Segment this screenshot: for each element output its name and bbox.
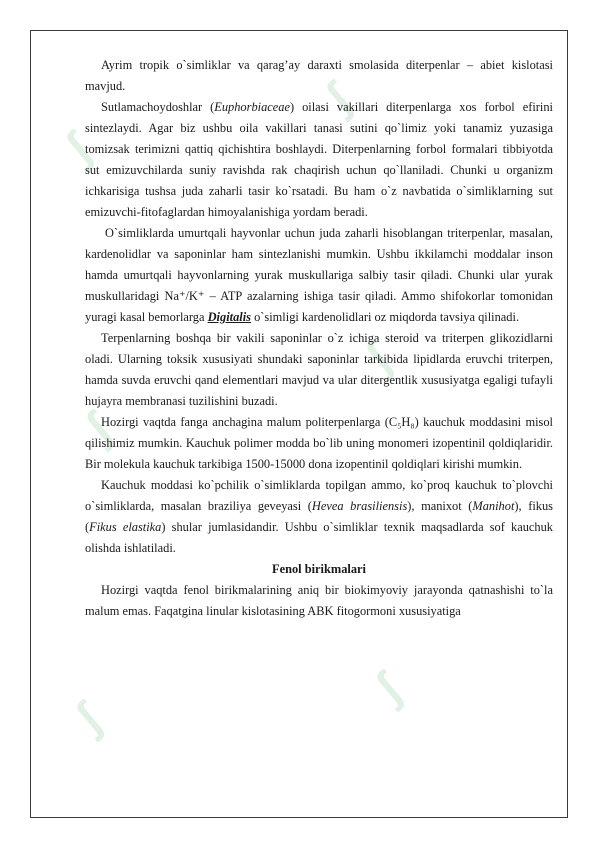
- paragraph-euphorbiaceae: Sutlamachoydoshlar (Euphorbiaceae) oilasi vakillari diterpenlarga xos forbol efirini sintezlaydi. Agar biz ushbu oila vakillari tanasi sutini qo`limiz yoki tanamiz yuzasiga tomizsak terimizni qattiq qichishtira boshlaydi. Diterpenlarning forbol formalari tibbiyotda sut emizuvchilarda suniy ravishda rak chaqirish uchun qo`llaniladi. Chunki u organizm ichkarisiga tushsa juda zaharli tasir ko`rsatadi. Bu ham o`z navbatida o`simliklarning sut emizuvchi-fitofaglardan himoyalanishiga yordam beradi.: [85, 100, 553, 219]
- watermark-text: ʃ: [365, 661, 413, 713]
- paragraph-triterpenes: O`simliklarda umurtqali hayvonlar uchun juda zaharli hisoblangan triterpenlar, masalan, kardenolidlar va saponinlar ham sintezlanishi mumkin. Ushbu ikkilamchi moddalar inson hamda umurtqali hayvonlarning yurak muskullariga salbiy tasir qiladi. Chunki ular yurak muskullaridagi Na⁺/K⁺ – ATP azalarning ishiga tasir qiladi. Ammo shifokorlar tomonidan yuragi kasal bemorlarga Digitalis o`simligi kardenolidlari oz miqdorda tavsiya qilinadi.: [85, 226, 553, 324]
- digitalis-link: Digitalis: [207, 310, 251, 324]
- watermark-text: ʃ: [75, 401, 123, 453]
- watermark-text: ʃ: [65, 691, 113, 743]
- watermark-text: ʃ: [355, 331, 403, 383]
- paragraph-abiet: Ayrim tropik o`simliklar va qarag’ay daraxti smolasida diterpenlar – abiet kislotasi mavjud.: [85, 58, 553, 93]
- document-body: [85, 55, 553, 622]
- paragraph-phenols: Hozirgi vaqtda fenol birikmalarining aniq bir biokimyoviy jarayonda qatnashishi to`la malum emas. Faqatgina linular kislotasining ABK fitogormoni xususiyatiga: [85, 583, 553, 618]
- watermark-text: ʃ: [55, 121, 103, 173]
- paragraph-rubber-plants: Kauchuk moddasi ko`pchilik o`simliklarda topilgan ammo, ko`proq kauchuk to`plovchi o`simliklarda, masalan braziliya geveyasi (Hevea brasiliensis), manixot (Manihot), fikus (Fikus elastika) shular jumlasidandir. Ushbu o`simliklar texnik maqsadlarda sof kauchuk olishda ishlatiladi.: [85, 478, 554, 555]
- section-heading-phenols: Fenol birikmalari: [272, 562, 366, 576]
- watermark-text: ʃ: [315, 71, 363, 123]
- paragraph-saponins: Terpenlarning boshqa bir vakili saponinlar o`z ichiga steroid va triterpen glikozidlarni oladi. Ularning toksik xususiyati shundaki saponinlar tarkibida lipidlarda eruvchi triterpen, hamda suvda eruvchi qand elementlari mavjud va ular ditergentlik xususiyatga egaligi tufayli hujayra membranasi tuzilishini buzadi.: [85, 331, 553, 408]
- paragraph-polyterpenes: Hozirgi vaqtda fanga anchagina malum politerpenlarga (C₅H₈) kauchuk moddasini misol qilishimiz mumkin. Kauchuk polimer modda bo`lib uning monomeri izopentinil qoldiqlaridir. Bir molekula kauchuk tarkibiga 1500-15000 dona izopentinil qoldiqlari kirishi mumkin.: [85, 415, 553, 471]
